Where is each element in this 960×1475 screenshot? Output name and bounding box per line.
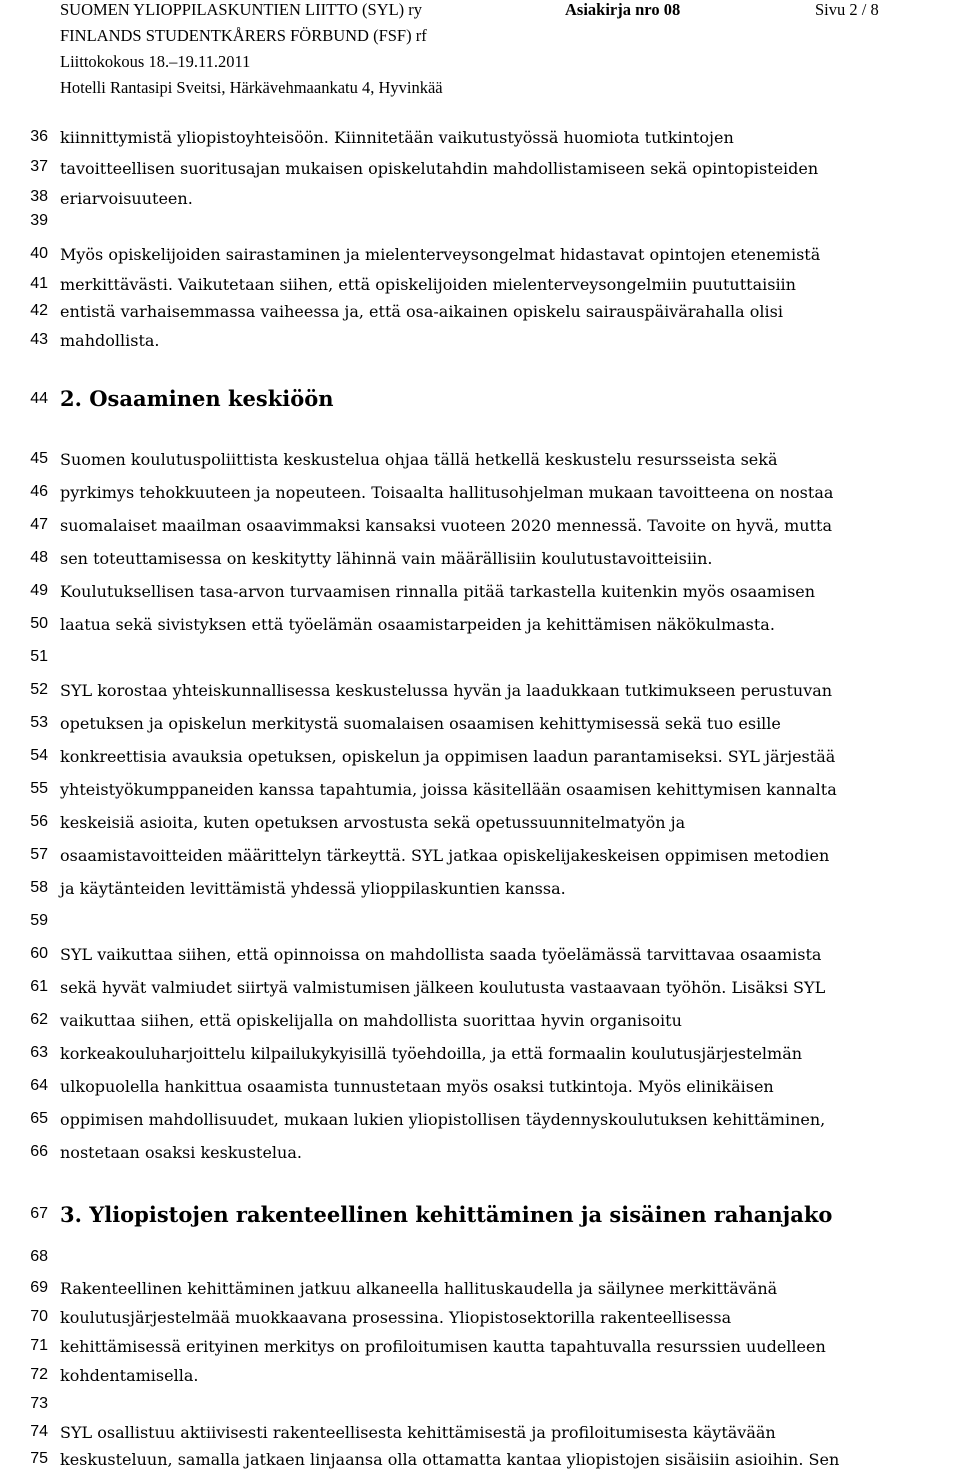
text-line: konkreettisia avauksia opetuksen, opiskelun ja oppimisen laadun parantamiseksi. SYL järjestää <box>60 747 836 766</box>
text-line: vaikuttaa siihen, että opiskelijalla on mahdollista suorittaa hyvin organisoitu <box>60 1011 682 1030</box>
line-number: 46 <box>30 483 48 500</box>
text-line: Suomen koulutuspoliittista keskustelua ohjaa tällä hetkellä keskustelu resursseista sekä <box>60 450 778 469</box>
line-number: 60 <box>30 945 48 962</box>
line-number: 73 <box>30 1395 48 1412</box>
line-number: 68 <box>30 1248 48 1265</box>
line-number: 72 <box>30 1366 48 1383</box>
line-number: 69 <box>30 1279 48 1296</box>
line-number: 36 <box>30 128 48 145</box>
line-number: 70 <box>30 1308 48 1325</box>
text-line: mahdollista. <box>60 331 160 350</box>
header-venue: Hotelli Rantasipi Sveitsi, Härkävehmaankatu 4, Hyvinkää <box>60 78 443 97</box>
text-line: kiinnittymistä yliopistoyhteisöön. Kiinnitetään vaikutustyössä huomiota tutkintojen <box>60 128 734 147</box>
line-number: 56 <box>30 813 48 830</box>
line-number: 58 <box>30 879 48 896</box>
text-line: korkeakouluharjoittelu kilpailukykyisillä työehdoilla, ja että formaalin koulutusjärjestelmän <box>60 1044 803 1063</box>
line-number: 62 <box>30 1011 48 1028</box>
text-line: laatua sekä sivistyksen että työelämän osaamistarpeiden ja kehittämisen näkökulmasta. <box>60 615 775 634</box>
line-number: 44 <box>30 390 48 407</box>
line-number: 42 <box>30 302 48 319</box>
line-number: 40 <box>30 245 48 262</box>
line-number: 67 <box>30 1205 48 1222</box>
line-number: 39 <box>30 212 48 229</box>
text-line: nostetaan osaksi keskustelua. <box>60 1143 302 1162</box>
line-number: 74 <box>30 1423 48 1440</box>
text-line: sen toteuttamisessa on keskitytty lähinnä vain määrällisiin koulutustavoitteisiin. <box>60 549 713 568</box>
line-number: 52 <box>30 681 48 698</box>
header-document-number: Asiakirja nro 08 <box>565 0 681 19</box>
line-number: 55 <box>30 780 48 797</box>
text-line: SYL osallistuu aktiivisesti rakenteellisesta kehittämisestä ja profiloitumisesta käytävään <box>60 1423 776 1442</box>
line-number: 41 <box>30 275 48 292</box>
text-line: ja käytänteiden levittämistä yhdessä ylioppilaskuntien kanssa. <box>60 879 566 898</box>
line-number: 71 <box>30 1337 48 1354</box>
text-line: yhteistyökumppaneiden kanssa tapahtumia, joissa käsitellään osaamisen kehittymisen kannalta <box>60 780 837 799</box>
line-number: 48 <box>30 549 48 566</box>
line-number: 66 <box>30 1143 48 1160</box>
line-number: 59 <box>30 912 48 929</box>
text-line: oppimisen mahdollisuudet, mukaan lukien yliopistollisen täydennyskoulutuksen kehittäminen, <box>60 1110 826 1129</box>
header-meeting: Liittokokous 18.–19.11.2011 <box>60 52 251 71</box>
section-heading-3: 3. Yliopistojen rakenteellinen kehittäminen ja sisäinen rahanjako <box>60 1202 833 1227</box>
line-number: 45 <box>30 450 48 467</box>
section-heading-2: 2. Osaaminen keskiöön <box>60 386 334 411</box>
line-number: 53 <box>30 714 48 731</box>
text-line: Rakenteellinen kehittäminen jatkuu alkaneella hallituskaudella ja säilynee merkittävänä <box>60 1279 778 1298</box>
line-number: 64 <box>30 1077 48 1094</box>
text-line: Koulutuksellisen tasa-arvon turvaamisen rinnalla pitää tarkastella kuitenkin myös osaamisen <box>60 582 816 601</box>
line-number: 51 <box>30 648 48 665</box>
header-organization-fi: SUOMEN YLIOPPILASKUNTIEN LIITTO (SYL) ry <box>60 0 423 19</box>
line-number: 38 <box>30 188 48 205</box>
text-line: ulkopuolella hankittua osaamista tunnustetaan myös osaksi tutkintoja. Myös elinikäisen <box>60 1077 774 1096</box>
line-number: 61 <box>30 978 48 995</box>
text-line: kohdentamisella. <box>60 1366 199 1385</box>
page-header <box>0 0 960 100</box>
line-number: 49 <box>30 582 48 599</box>
text-line: sekä hyvät valmiudet siirtyä valmistumisen jälkeen koulutusta vastaavaan työhön. Lisäksi SYL <box>60 978 826 997</box>
line-number: 63 <box>30 1044 48 1061</box>
line-number: 65 <box>30 1110 48 1127</box>
text-line: keskusteluun, samalla jatkaen linjaansa olla ottamatta kantaa yliopistojen sisäisiin asioihin. Sen <box>60 1450 840 1469</box>
text-line: pyrkimys tehokkuuteen ja nopeuteen. Toisaalta hallitusohjelman mukaan tavoitteena on nostaa <box>60 483 834 502</box>
header-page-number: Sivu 2 / 8 <box>815 0 879 19</box>
line-number: 75 <box>30 1450 48 1467</box>
header-organization-sv: FINLANDS STUDENTKÅRERS FÖRBUND (FSF) rf <box>60 26 427 45</box>
text-line: osaamistavoitteiden määrittelyn tärkeyttä. SYL jatkaa opiskelijakeskeisen oppimisen metodien <box>60 846 830 865</box>
line-number: 47 <box>30 516 48 533</box>
text-line: opetuksen ja opiskelun merkitystä suomalaisen osaamisen kehittymisessä sekä tuo esille <box>60 714 781 733</box>
text-line: SYL korostaa yhteiskunnallisessa keskustelussa hyvän ja laadukkaan tutkimukseen perustuvan <box>60 681 833 700</box>
text-line: keskeisiä asioita, kuten opetuksen arvostusta sekä opetussuunnitelmatyön ja <box>60 813 686 832</box>
text-line: Myös opiskelijoiden sairastaminen ja mielenterveysongelmat hidastavat opintojen etenemistä <box>60 245 821 264</box>
text-line: suomalaiset maailman osaavimmaksi kansaksi vuoteen 2020 mennessä. Tavoite on hyvä, mutta <box>60 516 833 535</box>
line-number: 57 <box>30 846 48 863</box>
text-line: kehittämisessä erityinen merkitys on profiloitumisen kautta tapahtuvalla resurssien uudelleen <box>60 1337 826 1356</box>
text-line: eriarvoisuuteen. <box>60 189 193 208</box>
text-line: entistä varhaisemmassa vaiheessa ja, että osa-aikainen opiskelu sairauspäivärahalla olisi <box>60 302 783 321</box>
line-number: 43 <box>30 331 48 348</box>
text-line: merkittävästi. Vaikutetaan siihen, että opiskelijoiden mielenterveysongelmiin puututtaisiin <box>60 275 796 294</box>
text-line: koulutusjärjestelmää muokkaavana prosessina. Yliopistosektorilla rakenteellisessa <box>60 1308 732 1327</box>
line-number: 37 <box>30 158 48 175</box>
text-line: SYL vaikuttaa siihen, että opinnoissa on mahdollista saada työelämässä tarvittavaa osaamista <box>60 945 822 964</box>
text-line: tavoitteellisen suoritusajan mukaisen opiskelutahdin mahdollistamiseen sekä opintopisteiden <box>60 159 819 178</box>
line-number: 50 <box>30 615 48 632</box>
line-number: 54 <box>30 747 48 764</box>
